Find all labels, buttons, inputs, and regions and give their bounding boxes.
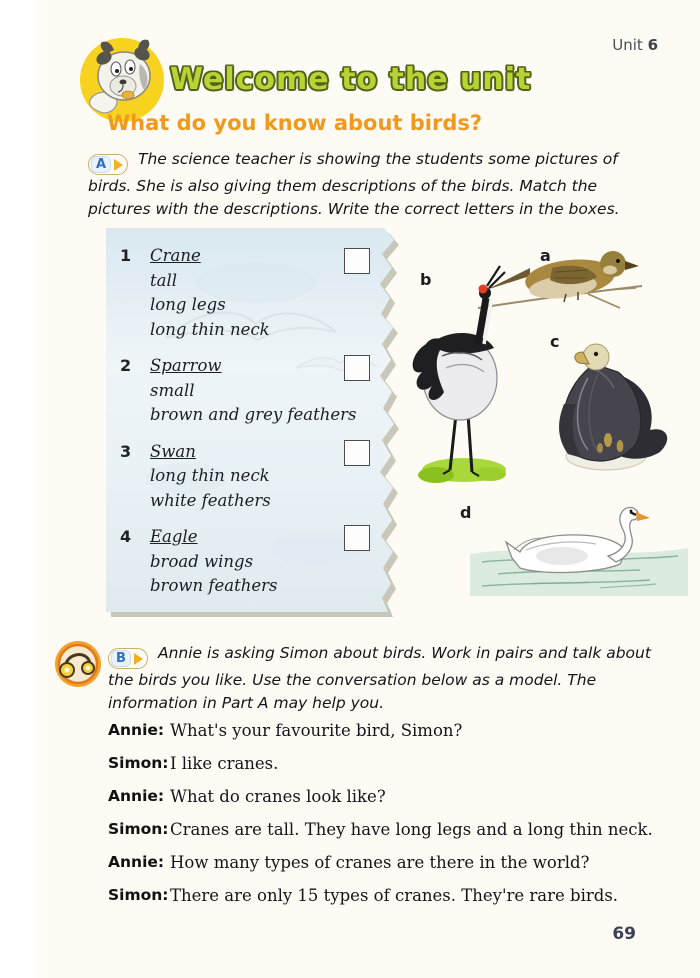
dialogue-row [108,885,674,906]
picture-label-a: a [540,246,551,265]
bird-feature: brown and grey feathers [150,405,357,424]
part-b-instructions [108,642,656,715]
eagle-illustration [534,334,690,476]
play-triangle-icon [114,159,123,171]
item-number: 4 [120,527,132,546]
answer-box-crane[interactable] [344,248,370,274]
answer-box-sparrow[interactable] [344,355,370,381]
dialogue-line: I like cranes. [170,754,279,773]
dialogue-block [108,720,674,918]
dialogue-row [108,786,674,807]
dialogue-row [108,753,674,774]
crane-illustration [406,256,524,488]
bird-name: Eagle [150,527,198,546]
answer-box-swan[interactable] [344,440,370,466]
page-number: 69 [612,924,636,944]
item-number: 1 [120,246,132,265]
list-item-swan [120,440,374,514]
notepad-list [106,228,374,599]
list-item-eagle [120,525,374,599]
dialogue-row [108,852,674,873]
part-a-badge-letter: A [91,156,111,173]
unit-label: Unit [612,36,643,54]
bird-name: Sparrow [150,356,222,375]
item-number: 3 [120,441,132,461]
bird-feature: long thin neck [150,466,270,485]
list-item-sparrow [120,354,374,428]
dialogue-row [108,819,674,840]
headphones-speaking-icon [52,638,104,690]
picture-label-d: d [460,503,472,522]
play-triangle-icon [134,653,143,665]
unit-number: 6 [647,36,658,54]
dialogue-line: There are only 15 types of cranes. They're rare birds. [170,886,619,905]
bird-feature: white feathers [150,490,271,510]
dialogue-line: How many types of cranes are there in the world? [170,853,590,872]
dialogue-line: What do cranes look like? [170,787,386,806]
speaker-name: Annie: [108,787,165,805]
bird-feature: long legs [150,295,226,314]
page-title: Welcome to the unit [170,62,532,97]
speaker-name: Simon: [108,754,169,772]
picture-label-b: b [420,270,432,289]
part-b-instructions-text: Annie is asking Simon about birds. Work in pairs and talk about the birds you like. Use the conversation below as a model. The information in Part A may help you. [108,644,651,712]
part-a-instructions-text: The science teacher is showing the students some pictures of birds. She is also giving them descriptions of the birds. Match the pictures with the descriptions. Write the correct letters in the boxes. [88,150,620,218]
notepad-panel [106,228,406,620]
list-item-crane [120,244,374,342]
speaker-name: Annie: [108,853,165,871]
dialogue-line: What's your favourite bird, Simon? [170,721,463,740]
bird-feature: broad wings [150,551,254,571]
bird-feature: long thin neck [150,319,270,339]
bird-feature: tall [150,270,178,290]
speaker-name: Annie: [108,721,165,739]
part-b-badge-letter: B [111,650,131,667]
unit-header [612,36,658,54]
dialogue-row [108,720,674,741]
bird-name: Crane [150,246,201,265]
answer-box-eagle[interactable] [344,525,370,551]
bird-feature: small [150,380,195,400]
swan-illustration [470,492,688,611]
dialogue-line: Cranes are tall. They have long legs and a long thin neck. [170,820,653,839]
part-b-badge [108,648,148,669]
picture-label-c: c [550,332,560,351]
speaker-name: Simon: [108,820,169,838]
part-a-badge [88,154,128,175]
bird-name: Swan [150,441,196,461]
speaker-name: Simon: [108,886,169,904]
page-subtitle: What do you know about birds? [107,111,483,135]
item-number: 2 [120,356,132,375]
part-a-instructions [88,148,660,221]
bird-feature: brown feathers [150,576,278,595]
